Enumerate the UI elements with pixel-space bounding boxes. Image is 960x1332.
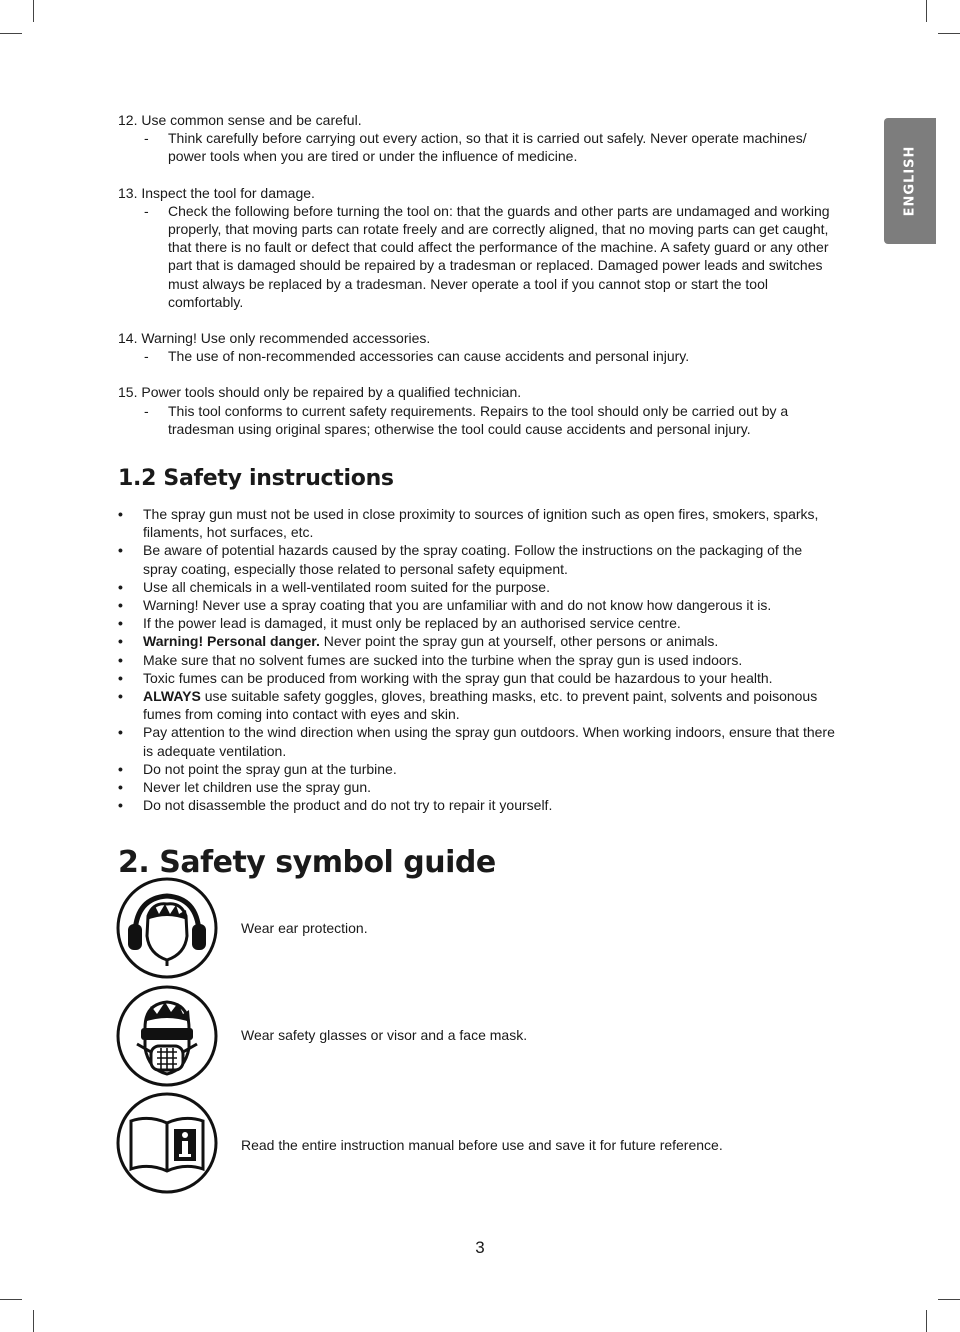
ear-protection-text: Wear ear protection.: [241, 920, 368, 936]
bullet-marker: •: [118, 779, 123, 796]
main-content: [118, 111, 840, 880]
read-manual-icon: [115, 1091, 219, 1195]
item-spacer: [118, 365, 840, 383]
bullet-marker: •: [118, 578, 123, 595]
safety-bullet: [118, 796, 840, 814]
crop-mark: [33, 1310, 34, 1332]
bullet-marker: •: [118, 688, 123, 705]
safety-bullet: [118, 596, 840, 614]
safety-bullet: [118, 687, 840, 723]
item-detail: [118, 129, 840, 165]
item-heading: 12. Use common sense and be careful.: [118, 112, 362, 128]
crop-mark: [0, 33, 22, 34]
numbered-item: [118, 383, 840, 438]
dash-marker: -: [144, 348, 149, 365]
bullet-emphasis: ALWAYS: [143, 688, 201, 705]
safety-bullet-list: [118, 505, 840, 814]
numbered-item: [118, 184, 840, 311]
bullet-text: use suitable safety goggles, gloves, breathing masks, etc. to prevent paint, solvents and poisonous fumes from coming into contact with eyes and skin.: [143, 688, 818, 723]
item-detail-text: The use of non-recommended accessories can cause accidents and personal injury.: [168, 348, 690, 365]
bullet-text: Toxic fumes can be produced from working with the spray gun that could be hazardous to your health.: [143, 669, 773, 686]
safety-bullet: [118, 614, 840, 632]
numbered-item: [118, 111, 840, 166]
numbered-list: [118, 111, 840, 438]
safety-bullet: [118, 505, 840, 541]
bullet-marker: •: [118, 633, 123, 650]
read-manual-text: Read the entire instruction manual before use and save it for future reference.: [241, 1137, 723, 1153]
bullet-marker: •: [118, 797, 123, 814]
bullet-marker: •: [118, 597, 123, 614]
bullet-text: Be aware of potential hazards caused by the spray coating. Follow the instructions on the packaging of the spray coating, especially those related to personal safety equipment.: [143, 542, 803, 577]
item-detail: [118, 202, 840, 311]
item-heading: 13. Inspect the tool for damage.: [118, 184, 315, 201]
item-detail: [118, 402, 840, 438]
bullet-marker: •: [118, 651, 123, 668]
item-heading: 14. Warning! Use only recommended accessories.: [118, 330, 431, 347]
bullet-text: The spray gun must not be used in close proximity to sources of ignition such as open fires, smokers, sparks, filaments, hot surfaces, etc.: [143, 506, 819, 541]
language-label: ENGLISH: [902, 145, 918, 217]
bullet-text: Warning! Never use a spray coating that you are unfamiliar with and do not know how dangerous it is.: [143, 597, 772, 614]
safety-bullet: [118, 632, 840, 650]
crop-mark: [926, 0, 927, 22]
bullet-marker: •: [118, 724, 123, 741]
bullet-text: Do not disassemble the product and do not try to repair it yourself.: [143, 797, 553, 814]
safety-bullet: [118, 669, 840, 687]
item-detail-text: This tool conforms to current safety requirements. Repairs to the tool should only be carried out by a tradesman using original spares; otherwise the tool could cause accidents and personal injury.: [168, 402, 789, 437]
bullet-text: Never let children use the spray gun.: [143, 779, 372, 796]
ear-protection-icon: [115, 876, 219, 980]
safety-bullet: [118, 760, 840, 778]
safety-bullet: [118, 778, 840, 796]
item-detail-text: Check the following before turning the tool on: that the guards and other parts are undamaged and working properly, that moving parts can rotate freely and are correctly aligned, that no moving parts can get caught, that there is no fault or defect that could affect the performance of the machine. A safety guard or any other part that is damaged should be repaired by a tradesman or replaced. Damaged power leads and switches must always be replaced by a tradesman. Never operate a tool if you cannot stop or start the tool comfortably.: [168, 202, 830, 310]
safety-glasses-text: Wear safety glasses or visor and a face mask.: [241, 1027, 528, 1043]
safety-bullet: [118, 723, 840, 759]
bullet-text: Do not point the spray gun at the turbine.: [143, 760, 397, 777]
item-heading: 15. Power tools should only be repaired by a qualified technician.: [118, 384, 522, 401]
item-detail: [118, 347, 840, 365]
dash-marker: -: [144, 130, 149, 147]
item-spacer: [118, 166, 840, 184]
safety-bullet: [118, 651, 840, 669]
bullet-text: If the power lead is damaged, it must only be replaced by an authorised service centre.: [143, 615, 681, 632]
bullet-text: Pay attention to the wind direction when using the spray gun outdoors. When working indoors, ensure that there is adequate ventilation.: [143, 724, 835, 759]
dash-marker: -: [144, 402, 149, 419]
bullet-text: Never point the spray gun at yourself, other persons or animals.: [319, 633, 719, 650]
bullet-emphasis: Warning! Personal danger.: [143, 633, 320, 650]
crop-mark: [938, 33, 960, 34]
bullet-text: Use all chemicals in a well-ventilated room suited for the purpose.: [143, 578, 550, 595]
bullet-marker: •: [118, 542, 123, 559]
bullet-marker: •: [118, 669, 123, 686]
crop-mark: [926, 1310, 927, 1332]
crop-mark: [33, 0, 34, 22]
bullet-marker: •: [118, 615, 123, 632]
item-spacer: [118, 311, 840, 329]
crop-mark: [0, 1299, 22, 1300]
item-detail-text: Think carefully before carrying out every action, so that it is carried out safely. Never operate machines/ power tools when you are tired or under the influence of medicine.: [168, 130, 807, 165]
safety-bullet: [118, 541, 840, 577]
safety-glasses-mask-icon: [115, 984, 219, 1088]
bullet-marker: •: [118, 760, 123, 777]
safety-bullet: [118, 578, 840, 596]
symbol-guide-heading: 2. Safety symbol guide: [118, 844, 496, 880]
bullet-text: Make sure that no solvent fumes are sucked into the turbine when the spray gun is used indoors.: [143, 651, 743, 668]
language-tab: [884, 118, 936, 244]
page-number: 3: [475, 1238, 485, 1257]
crop-mark: [938, 1299, 960, 1300]
safety-instructions-heading: 1.2 Safety instructions: [118, 466, 394, 492]
dash-marker: -: [144, 202, 149, 219]
numbered-item: [118, 329, 840, 365]
bullet-marker: •: [118, 506, 123, 523]
